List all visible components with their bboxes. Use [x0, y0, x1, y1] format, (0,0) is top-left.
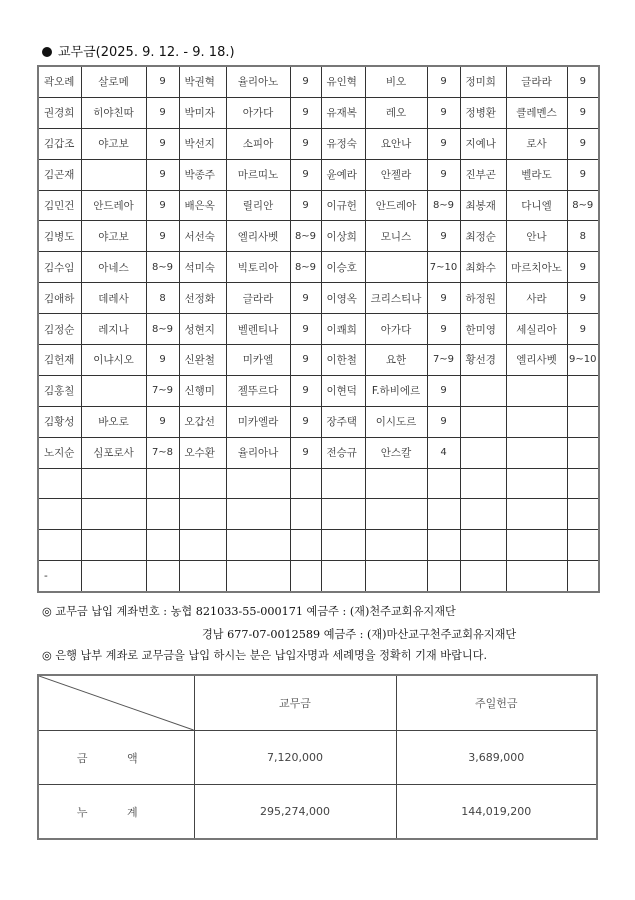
name-cell: 신행미	[179, 375, 226, 406]
name-cell: 김수임	[38, 252, 81, 283]
baptismal-name-cell: 벨렌티나	[226, 314, 290, 345]
name-cell: 정병환	[460, 97, 506, 128]
months-cell: 9	[146, 159, 179, 190]
section-title	[42, 41, 235, 60]
name-cell: 배은옥	[179, 190, 226, 221]
name-cell	[321, 561, 365, 592]
baptismal-name-cell: 미카엘	[226, 345, 290, 376]
baptismal-name-cell: 릴리안	[226, 190, 290, 221]
amount-sunday-offering: 3,689,000	[396, 731, 597, 785]
months-cell: 9	[567, 97, 599, 128]
months-cell	[146, 530, 179, 561]
name-cell	[460, 530, 506, 561]
name-cell	[38, 499, 81, 530]
baptismal-name-cell: 안스칼	[365, 437, 427, 468]
months-cell: 9	[427, 406, 460, 437]
months-cell: 9	[146, 190, 179, 221]
name-cell: 이승호	[321, 252, 365, 283]
name-cell: 성현지	[179, 314, 226, 345]
name-cell	[38, 530, 81, 561]
name-cell: 이상희	[321, 221, 365, 252]
months-cell	[146, 499, 179, 530]
baptismal-name-cell	[226, 530, 290, 561]
name-cell: 신완철	[179, 345, 226, 376]
name-cell: 김홍칠	[38, 375, 81, 406]
baptismal-name-cell: 데레사	[81, 283, 146, 314]
table-row	[38, 97, 599, 128]
baptismal-name-cell	[506, 468, 567, 499]
baptismal-name-cell: 율리아노	[226, 66, 290, 97]
baptismal-name-cell: 바오로	[81, 406, 146, 437]
months-cell	[146, 468, 179, 499]
name-cell	[38, 468, 81, 499]
months-cell	[567, 406, 599, 437]
months-cell: 9	[427, 97, 460, 128]
baptismal-name-cell: 세실리아	[506, 314, 567, 345]
summary-row-amount	[38, 731, 597, 785]
baptismal-name-cell	[506, 561, 567, 592]
name-cell: 이현덕	[321, 375, 365, 406]
name-cell: 하정원	[460, 283, 506, 314]
baptismal-name-cell: 빅토리아	[226, 252, 290, 283]
baptismal-name-cell	[506, 406, 567, 437]
months-cell: 9	[290, 314, 321, 345]
baptismal-name-cell: 마르띠노	[226, 159, 290, 190]
baptismal-name-cell: 심포로사	[81, 437, 146, 468]
name-cell: 석미숙	[179, 252, 226, 283]
name-cell: 곽오례	[38, 66, 81, 97]
baptismal-name-cell: 요안나	[365, 128, 427, 159]
name-cell	[179, 499, 226, 530]
baptismal-name-cell	[81, 530, 146, 561]
baptismal-name-cell	[365, 499, 427, 530]
baptismal-name-cell: 아가다	[365, 314, 427, 345]
months-cell: 9	[427, 128, 460, 159]
name-cell	[321, 468, 365, 499]
baptismal-name-cell: 사라	[506, 283, 567, 314]
name-cell: 김정순	[38, 314, 81, 345]
name-cell	[321, 530, 365, 561]
name-cell: 선정화	[179, 283, 226, 314]
months-cell: 9	[427, 221, 460, 252]
table-row	[38, 159, 599, 190]
name-cell: 최봉재	[460, 190, 506, 221]
name-cell: 최정순	[460, 221, 506, 252]
name-cell	[460, 437, 506, 468]
name-cell: 황선경	[460, 345, 506, 376]
months-cell: 9	[567, 283, 599, 314]
name-cell: 장주택	[321, 406, 365, 437]
months-cell: 9	[146, 406, 179, 437]
months-cell	[567, 468, 599, 499]
months-cell: 9	[290, 437, 321, 468]
account-info-line-1: ◎ 교무금 납입 계좌번호 : 농협 821033-55-000171 예금주 : (재)천주교회유지재단	[42, 605, 456, 618]
baptismal-name-cell: 안나	[506, 221, 567, 252]
months-cell: 9	[290, 66, 321, 97]
baptismal-name-cell: 레오	[365, 97, 427, 128]
months-cell: 8~9	[146, 252, 179, 283]
months-cell: 9	[146, 97, 179, 128]
table-row	[38, 66, 599, 97]
months-cell: 4	[427, 437, 460, 468]
months-cell: 9	[146, 221, 179, 252]
months-cell	[290, 499, 321, 530]
name-cell	[460, 468, 506, 499]
baptismal-name-cell: 이냐시오	[81, 345, 146, 376]
baptismal-name-cell: 야고보	[81, 221, 146, 252]
months-cell: 7~8	[146, 437, 179, 468]
baptismal-name-cell: 다니엘	[506, 190, 567, 221]
baptismal-name-cell: 젤뚜르다	[226, 375, 290, 406]
table-row	[38, 530, 599, 561]
baptismal-name-cell	[81, 468, 146, 499]
name-cell: 김병도	[38, 221, 81, 252]
name-cell: 한미영	[460, 314, 506, 345]
baptismal-name-cell: 엘리사벳	[226, 221, 290, 252]
name-cell: 김곤재	[38, 159, 81, 190]
table-row	[38, 468, 599, 499]
months-cell: 9	[290, 345, 321, 376]
months-cell: 9	[567, 252, 599, 283]
months-cell: 9	[146, 128, 179, 159]
name-cell: 유정숙	[321, 128, 365, 159]
baptismal-name-cell: 로사	[506, 128, 567, 159]
name-cell	[179, 468, 226, 499]
baptismal-name-cell	[81, 499, 146, 530]
table-row	[38, 314, 599, 345]
cumulative-gyomugeum: 295,274,000	[194, 785, 396, 840]
months-cell: 7~9	[146, 375, 179, 406]
months-cell: 9	[567, 159, 599, 190]
offering-table	[37, 65, 600, 593]
payment-notice: ◎ 은행 납부 계좌로 교무금을 납입 하시는 분은 납입자명과 세례명을 정확히 기재 바랍니다.	[42, 649, 488, 662]
name-cell: 전승규	[321, 437, 365, 468]
months-cell: 9	[290, 283, 321, 314]
baptismal-name-cell: 레지나	[81, 314, 146, 345]
name-cell: 김갑조	[38, 128, 81, 159]
baptismal-name-cell: 소피아	[226, 128, 290, 159]
table-row	[38, 221, 599, 252]
months-cell: 8~9	[427, 190, 460, 221]
name-cell	[460, 499, 506, 530]
table-row	[38, 406, 599, 437]
summary-row-cumulative	[38, 785, 597, 840]
name-cell: 최화수	[460, 252, 506, 283]
name-cell: 지예나	[460, 128, 506, 159]
header-gyomugeum: 교무금	[194, 675, 396, 731]
months-cell	[567, 530, 599, 561]
months-cell: 9	[567, 66, 599, 97]
months-cell	[427, 499, 460, 530]
name-cell: 서선숙	[179, 221, 226, 252]
name-cell	[460, 375, 506, 406]
baptismal-name-cell	[226, 561, 290, 592]
months-cell	[146, 561, 179, 592]
cumulative-sunday-offering: 144,019,200	[396, 785, 597, 840]
months-cell: 9	[567, 128, 599, 159]
baptismal-name-cell: 안젤라	[365, 159, 427, 190]
months-cell: 9	[427, 66, 460, 97]
table-row	[38, 561, 599, 592]
months-cell	[567, 499, 599, 530]
baptismal-name-cell: 글라라	[226, 283, 290, 314]
table-row	[38, 128, 599, 159]
months-cell: 7~9	[427, 345, 460, 376]
amount-gyomugeum: 7,120,000	[194, 731, 396, 785]
name-cell: 오갑선	[179, 406, 226, 437]
table-row	[38, 437, 599, 468]
months-cell	[567, 561, 599, 592]
months-cell	[427, 530, 460, 561]
baptismal-name-cell: F.하비에르	[365, 375, 427, 406]
baptismal-name-cell: 글라라	[506, 66, 567, 97]
section-title-text: 교무금(2025. 9. 12. - 9. 18.)	[58, 45, 235, 60]
baptismal-name-cell: 모니스	[365, 221, 427, 252]
name-cell: 이영옥	[321, 283, 365, 314]
name-cell	[321, 499, 365, 530]
baptismal-name-cell	[81, 159, 146, 190]
baptismal-name-cell	[226, 468, 290, 499]
baptismal-name-cell	[506, 530, 567, 561]
baptismal-name-cell: 마르치아노	[506, 252, 567, 283]
table-row	[38, 283, 599, 314]
name-cell: 박권혁	[179, 66, 226, 97]
table-row	[38, 345, 599, 376]
months-cell	[427, 561, 460, 592]
months-cell: 9	[290, 97, 321, 128]
months-cell: 9	[290, 128, 321, 159]
bullet-icon	[42, 47, 52, 57]
months-cell	[290, 561, 321, 592]
months-cell: 9	[146, 66, 179, 97]
baptismal-name-cell: 아네스	[81, 252, 146, 283]
table-row	[38, 499, 599, 530]
months-cell: 9	[290, 406, 321, 437]
baptismal-name-cell	[81, 375, 146, 406]
months-cell: 9	[290, 190, 321, 221]
name-cell: 이한철	[321, 345, 365, 376]
name-cell: 권경희	[38, 97, 81, 128]
baptismal-name-cell: 살로메	[81, 66, 146, 97]
months-cell: 8	[567, 221, 599, 252]
diagonal-corner-cell	[38, 675, 194, 731]
name-cell: 오수환	[179, 437, 226, 468]
baptismal-name-cell	[506, 375, 567, 406]
account-info-line-2: 경남 677-07-0012589 예금주 : (재)마산교구천주교회유지재단	[202, 628, 517, 641]
summary-header-row	[38, 675, 597, 731]
table-row	[38, 190, 599, 221]
baptismal-name-cell: 히야친따	[81, 97, 146, 128]
months-cell: 9	[567, 314, 599, 345]
baptismal-name-cell	[506, 499, 567, 530]
months-cell	[290, 530, 321, 561]
name-cell: 박선지	[179, 128, 226, 159]
name-cell: 유재복	[321, 97, 365, 128]
baptismal-name-cell: 율리아나	[226, 437, 290, 468]
baptismal-name-cell: 벨라도	[506, 159, 567, 190]
months-cell: 9	[427, 314, 460, 345]
header-sunday-offering: 주일헌금	[396, 675, 597, 731]
months-cell	[290, 468, 321, 499]
row-label-cumulative: 누 계	[38, 785, 194, 840]
months-cell: 8	[146, 283, 179, 314]
name-cell: 유인혁	[321, 66, 365, 97]
baptismal-name-cell: 엘리사벳	[506, 345, 567, 376]
name-cell: 김헌재	[38, 345, 81, 376]
table-row	[38, 252, 599, 283]
baptismal-name-cell	[506, 437, 567, 468]
name-cell	[179, 530, 226, 561]
name-cell: 박미자	[179, 97, 226, 128]
baptismal-name-cell: 안드레아	[81, 190, 146, 221]
months-cell: 9	[290, 159, 321, 190]
baptismal-name-cell: 미카엘라	[226, 406, 290, 437]
baptismal-name-cell: 요한	[365, 345, 427, 376]
baptismal-name-cell: 아가다	[226, 97, 290, 128]
baptismal-name-cell: 비오	[365, 66, 427, 97]
table-row	[38, 375, 599, 406]
baptismal-name-cell: 클레멘스	[506, 97, 567, 128]
name-cell: 이쾌희	[321, 314, 365, 345]
baptismal-name-cell: 안드레아	[365, 190, 427, 221]
months-cell: 9	[427, 159, 460, 190]
baptismal-name-cell	[365, 468, 427, 499]
name-cell	[179, 561, 226, 592]
months-cell: 8~9	[290, 252, 321, 283]
row-label-amount: 금 액	[38, 731, 194, 785]
summary-table	[37, 674, 598, 840]
name-cell: 김민건	[38, 190, 81, 221]
name-cell: -	[38, 561, 81, 592]
name-cell: 정미희	[460, 66, 506, 97]
months-cell	[427, 468, 460, 499]
months-cell: 9	[427, 283, 460, 314]
name-cell: 김황성	[38, 406, 81, 437]
months-cell: 9	[427, 375, 460, 406]
months-cell: 8~9	[290, 221, 321, 252]
months-cell: 8~9	[146, 314, 179, 345]
baptismal-name-cell	[81, 561, 146, 592]
name-cell: 노지순	[38, 437, 81, 468]
baptismal-name-cell: 크리스티나	[365, 283, 427, 314]
months-cell	[567, 437, 599, 468]
months-cell: 9	[146, 345, 179, 376]
months-cell: 7~10	[427, 252, 460, 283]
name-cell	[460, 561, 506, 592]
baptismal-name-cell: 야고보	[81, 128, 146, 159]
name-cell	[460, 406, 506, 437]
months-cell: 9	[290, 375, 321, 406]
name-cell: 윤예라	[321, 159, 365, 190]
baptismal-name-cell	[365, 561, 427, 592]
baptismal-name-cell	[365, 530, 427, 561]
baptismal-name-cell: 이시도르	[365, 406, 427, 437]
baptismal-name-cell	[365, 252, 427, 283]
name-cell: 박종주	[179, 159, 226, 190]
baptismal-name-cell	[226, 499, 290, 530]
diagonal-line	[39, 676, 194, 730]
months-cell: 9~10	[567, 345, 599, 376]
months-cell: 8~9	[567, 190, 599, 221]
name-cell: 김애하	[38, 283, 81, 314]
name-cell: 이규헌	[321, 190, 365, 221]
name-cell: 진부곤	[460, 159, 506, 190]
months-cell	[567, 375, 599, 406]
